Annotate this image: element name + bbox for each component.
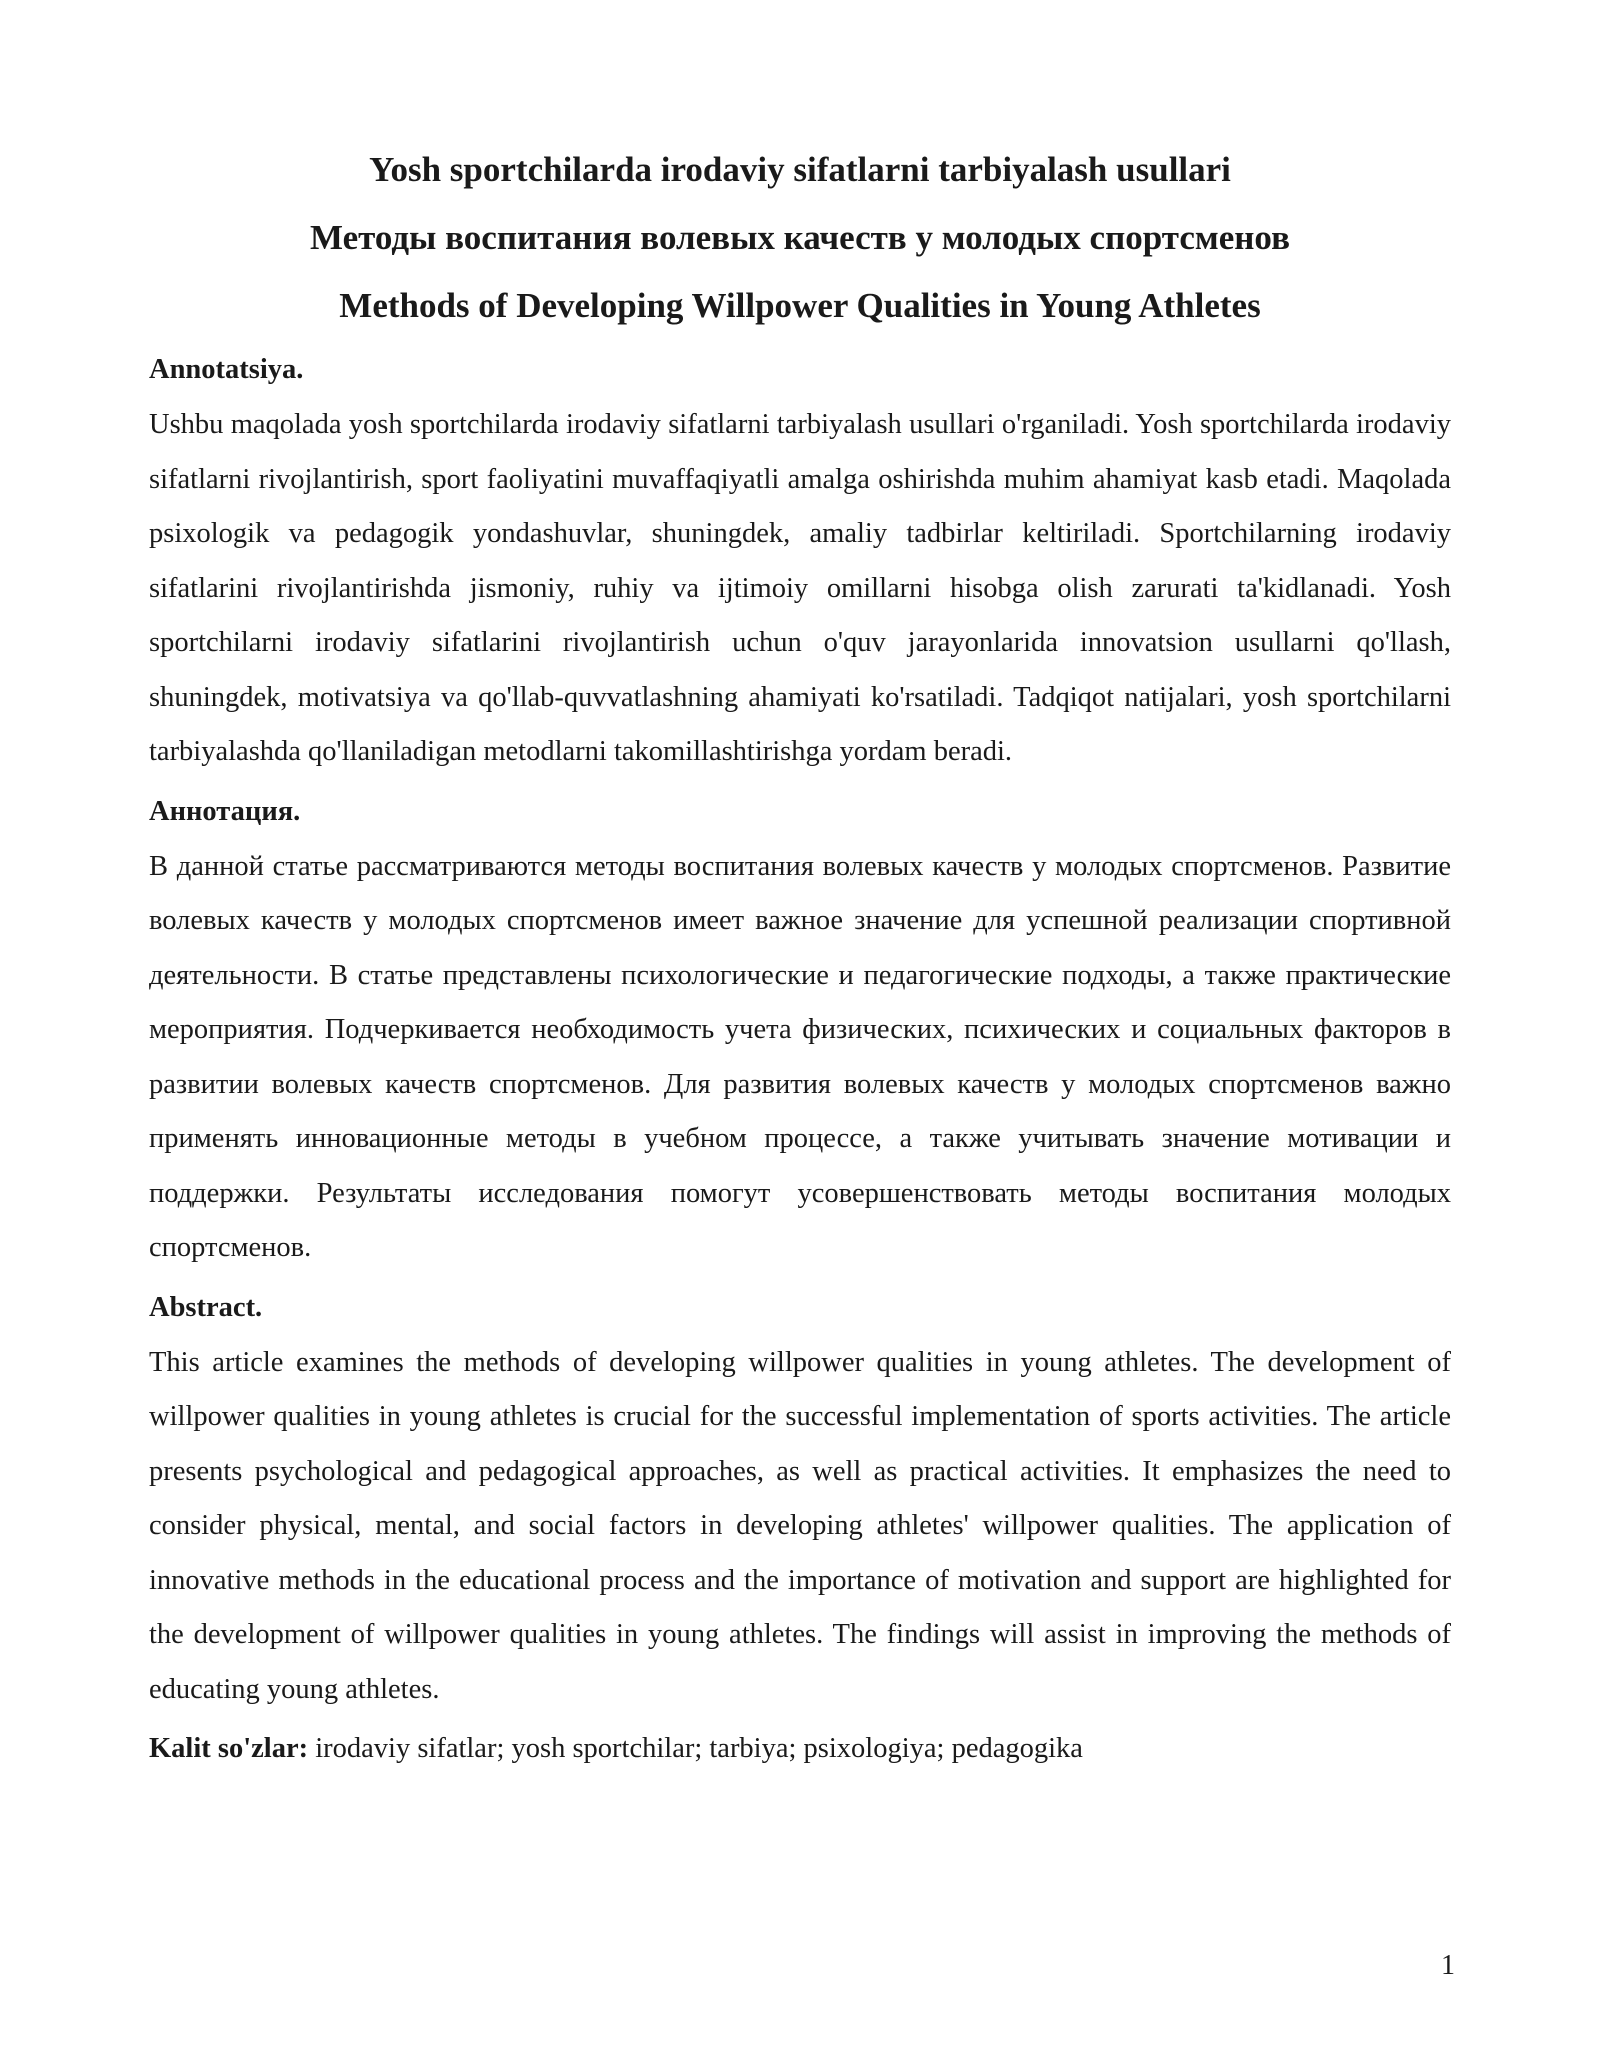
- keywords-label: Kalit so'zlar:: [149, 1733, 309, 1764]
- title-uzbek: Yosh sportchilarda irodaviy sifatlarni tarbiyalash usullari: [369, 150, 1231, 189]
- title-russian: Методы воспитания волевых качеств у молодых спортсменов: [310, 218, 1290, 257]
- abstract-english-text: This article examines the methods of developing willpower qualities in young athletes. The development of willpower qualities in young athletes is crucial for the successful implementation of sports activities. The article presents psychological and pedagogical approaches, as well as practical activities. It emphasizes the need to consider physical, mental, and social factors in developing athletes' willpower qualities. The application of innovative methods in the educational process and the importance of motivation and support are highlighted for the development of willpower qualities in young athletes. The findings will assist in improving the methods of educating young athletes.: [149, 1346, 1451, 1705]
- annotation-russian-heading: Аннотация.: [149, 795, 301, 827]
- annotation-uzbek-text: Ushbu maqolada yosh sportchilarda irodaviy sifatlarni tarbiyalash usullari o'rganiladi. Yosh sportchilarda irodaviy sifatlarni rivojlantirish, sport faoliyatini muvaffaqiyatli amalga oshirishda muhim ahamiyat kasb etadi. Maqolada psixologik va pedagogik yondashuvlar, shuningdek, amaliy tadbirlar keltiriladi. Sportchilarning irodaviy sifatlarini rivojlantirishda jismoniy, ruhiy va ijtimoiy omillarni hisobga olish zarurati ta'kidlanadi. Yosh sportchilarni irodaviy sifatlarini rivojlantirish uchun o'quv jarayonlarida innovatsion usullarni qo'llash, shuningdek, motivatsiya va qo'llab-quvvatlashning ahamiyati ko'rsatiladi. Tadqiqot natijalari, yosh sportchilarni tarbiyalashda qo'llaniladigan metodlarni takomillashtirishga yordam beradi.: [149, 409, 1451, 767]
- abstract-english-section: [149, 1288, 1451, 1718]
- title-english: Methods of Developing Willpower Qualities in Young Athletes: [339, 286, 1261, 325]
- keywords-line: [149, 1729, 1451, 1769]
- title-block: [149, 148, 1451, 328]
- page-number: 1: [1441, 1950, 1455, 1981]
- page-content: [149, 148, 1451, 1769]
- annotation-uzbek-section: [149, 350, 1451, 780]
- abstract-english-heading: Abstract.: [149, 1291, 263, 1323]
- annotation-russian-section: [149, 792, 1451, 1276]
- keywords-text: irodaviy sifatlar; yosh sportchilar; tarbiya; psixologiya; pedagogika: [308, 1733, 1083, 1764]
- annotation-uzbek-heading: Annotatsiya.: [149, 354, 304, 385]
- annotation-russian-text: В данной статье рассматриваются методы воспитания волевых качеств у молодых спортсменов. Развитие волевых качеств у молодых спортсменов имеет важное значение для успешной реализации спортивной деятельности. В статье представлены психологические и педагогические подходы, а также практические мероприятия. Подчеркивается необходимость учета физических, психических и социальных факторов в развитии волевых качеств спортсменов. Для развития волевых качеств у молодых спортсменов важно применять инновационные методы в учебном процессе, а также учитывать значение мотивации и поддержки. Результаты исследования помогут усовершенствовать методы воспитания молодых спортсменов.: [149, 850, 1451, 1263]
